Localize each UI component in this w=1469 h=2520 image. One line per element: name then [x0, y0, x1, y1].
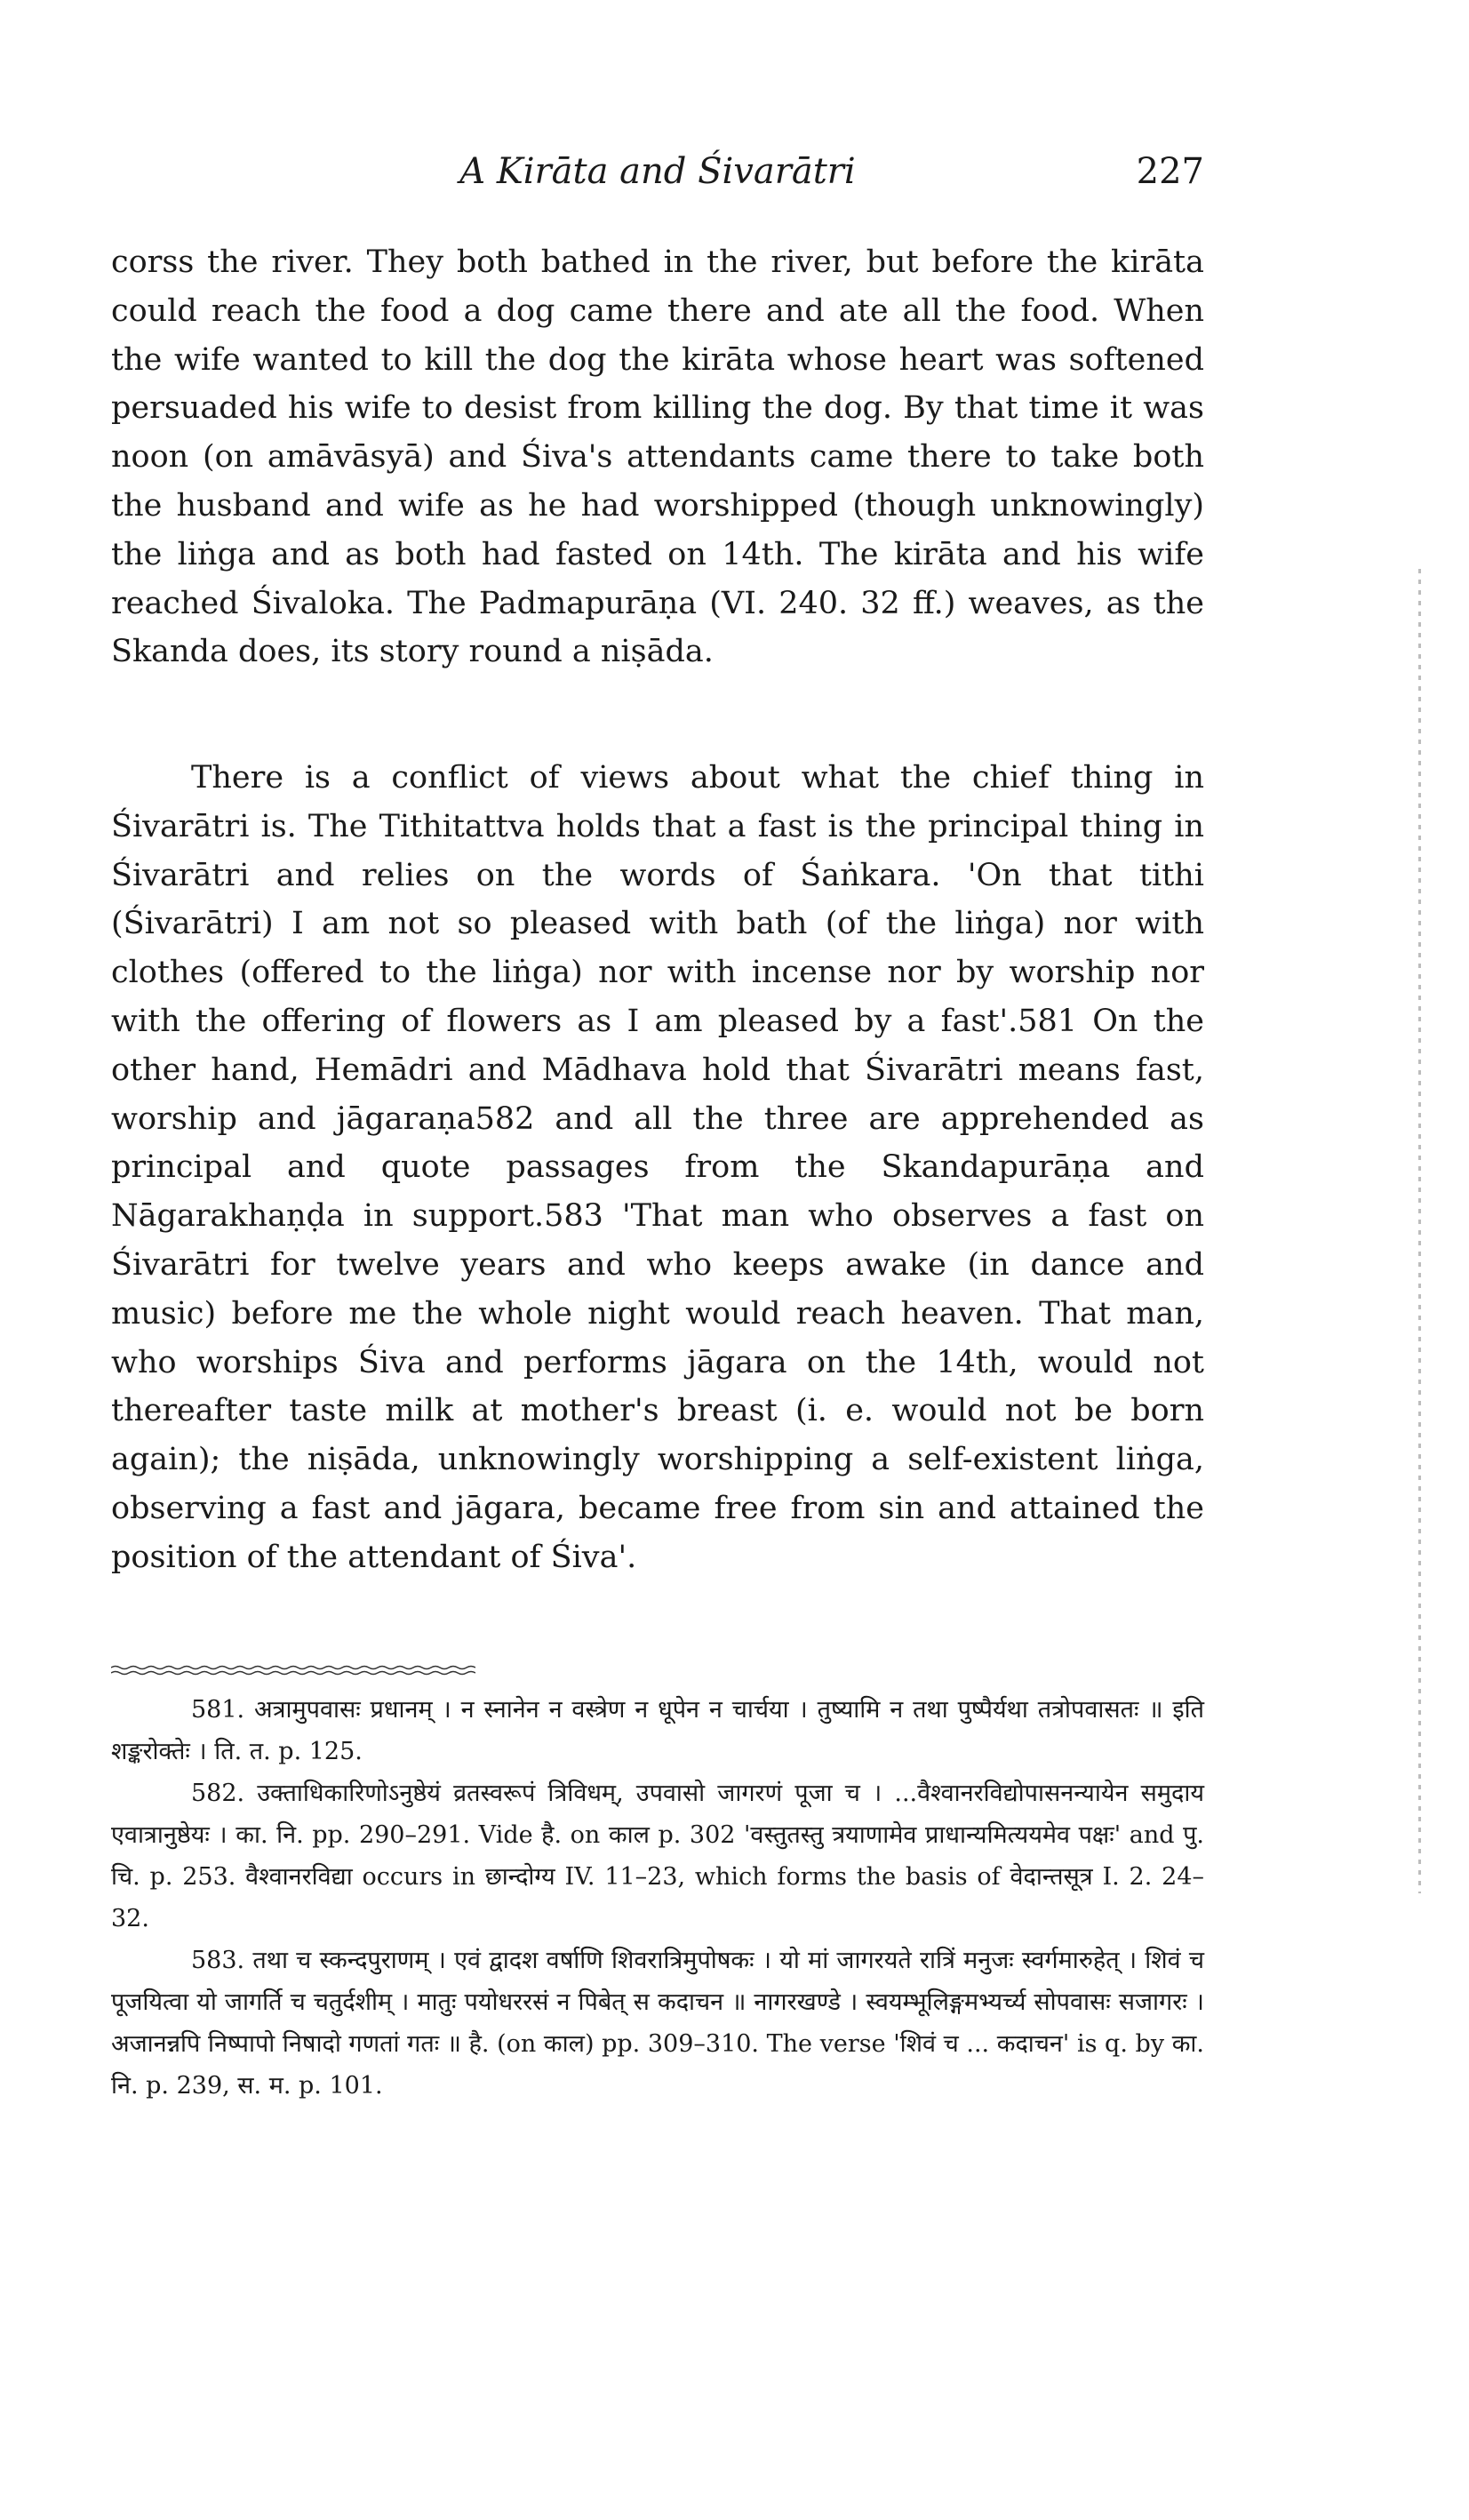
footnotes [111, 1689, 1204, 2107]
paragraph-text: There is a conflict of views about what the chief thing in Śivarātri is. The Tithitattva holds that a fast is the principal thing in Śivarātri and relies on the words of Śaṅkara. 'On that tithi (Śivarātri) I am not so pleased with bath (of the liṅga) nor with clothes (offered to the liṅga) nor with incense nor by worship nor with the offering of flowers as I am pleased by a fast'.581 On the other hand, Hemādri and Mādhava hold that Śivarātri means fast, worship and jāgaraṇa582 and all the three are apprehended as principal and quote passages from the Skandapurāṇa and Nāgarakhaṇḍa in support.583 'That man who observes a fast on Śivarātri for twelve years and who keeps awake (in dance and music) before me the whole night would reach heaven. That man, who worships Śiva and performs jāgara on the 14th, would not thereafter taste milk at mother's breast (i. e. would not be born again); the niṣāda, unknowingly worshipping a self-existent liṅga, observing a fast and jāgara, became free from sin and attained the position of the attendant of Śiva'. [111, 760, 1204, 1575]
footnote-581: 581. अत्रामुपवासः प्रधानम् । न स्नानेन न वस्त्रेण न धूपेन न चार्चया । तुष्यामि न तथा पुष्पैर्यथा तत्रोपवासतः ॥ इति शङ्करोक्तेः । ति. त. p. 125. [111, 1696, 1204, 1765]
footnote-583: 583. तथा च स्कन्दपुराणम् । एवं द्वादश वर्षाणि शिवरात्रिमुपोषकः । यो मां जागरयते रात्रिं मनुजः स्वर्गमारुहेत् । शिवं च पूजयित्वा यो जागर्ति च चतुर्दशीम् । मातुः पयोधररसं न पिबेत् स कदाचन ॥ नागरखण्डे । स्वयम्भूलिङ्गमभ्यर्च्य सोपवासः सजागरः । अजानन्नपि निष्पापो निषादो गणतां गतः ॥ है. (on काल) pp. 309–310. The verse 'शिवं च ... कदाचन' is q. by का. नि. p. 239, स. म. p. 101. [111, 1947, 1204, 2100]
paragraph-text: corss the river. They both bathed in the river, but before the kirāta could reach the food a dog came there and ate all the food. When the wife wanted to kill the dog the kirāta whose heart was softened persuaded his wife to desist from killing the dog. By that time it was noon (on amāvāsyā) and Śiva's attendants came there to take both the husband and wife as he had worshipped (though unknowingly) the liṅga and as both had fasted on 14th. The kirāta and his wife reached Śivaloka. The Padmapurāṇa (VI. 240. 32 ff.) weaves, as the Skanda does, its story round a niṣāda. [111, 244, 1204, 670]
running-title: A Kirāta and Śivarātri [459, 151, 856, 192]
body-paragraph [111, 238, 1204, 676]
scan-margin-line [1418, 569, 1421, 1893]
page-header [111, 151, 1204, 204]
footnote-divider [111, 1664, 475, 1676]
page-number: 227 [1136, 151, 1204, 192]
footnote-582: 582. उक्ताधिकारिणोऽनुष्ठेयं व्रतस्वरूपं त्रिविधम्, उपवासो जागरणं पूजा च । ...वैश्वानरविद्योपासनन्यायेन समुदाय एवात्रानुष्ठेयः । का. नि. pp. 290–291. Vide है. on काल p. 302 'वस्तुतस्तु त्रयाणामेव प्राधान्यमित्ययमेव पक्षः' and पु. चि. p. 253. वैश्वानरविद्या occurs in छान्दोग्य IV. 11–23, which forms the basis of वेदान्तसूत्र I. 2. 24–32. [111, 1780, 1204, 1932]
body-paragraph [111, 754, 1204, 1582]
